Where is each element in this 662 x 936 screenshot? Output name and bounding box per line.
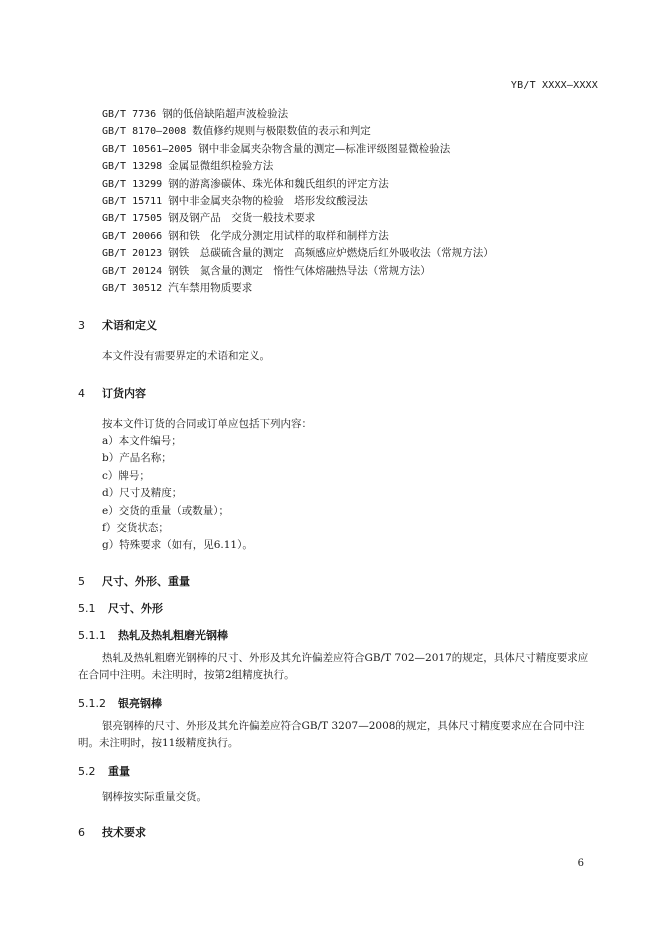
section-number: 3 <box>78 319 85 332</box>
section-title: 热轧及热轧粗磨光钢棒 <box>118 629 228 642</box>
reference-item <box>102 176 602 193</box>
reference-title: 钢及钢产品 交货一般技术要求 <box>168 212 316 225</box>
reference-code: GB/T 17505 <box>102 213 163 225</box>
reference-code: GB/T 10561—2005 <box>102 143 193 155</box>
section-5-2-heading <box>78 763 130 779</box>
list-item: a）本文件编号； <box>102 435 182 447</box>
reference-title: 钢和铁 化学成分测定用试样的取样和制样方法 <box>168 229 389 242</box>
section-4-heading <box>78 385 146 401</box>
list-item: g）特殊要求（如有，见6.11）。 <box>102 539 253 552</box>
reference-item <box>102 106 602 123</box>
normative-references-list <box>102 106 602 297</box>
section-number: 5.1.2 <box>78 697 106 710</box>
reference-title: 钢中非金属夹杂物的检验 塔形发纹酸浸法 <box>168 194 368 207</box>
list-item: d）尺寸及精度； <box>102 487 183 500</box>
reference-title: 金属显微组织检验方法 <box>168 160 274 173</box>
section-number: 5.2 <box>78 765 96 778</box>
section-5-1-2-text: 银亮钢棒的尺寸、外形及其允许偏差应符合GB/T 3207—2008的规定，具体尺寸精度要求应在合同中注明。未注明时，按11级精度执行。 <box>78 720 585 750</box>
section-title: 银亮钢棒 <box>118 697 162 710</box>
reference-code: GB/T 20123 <box>102 248 163 260</box>
reference-code: GB/T 13299 <box>102 178 163 190</box>
page-number: 6 <box>577 858 584 869</box>
reference-code: GB/T 20124 <box>102 265 163 277</box>
reference-code: GB/T 30512 <box>102 282 163 294</box>
reference-title: 钢铁 总碳硫含量的测定 高频感应炉燃烧后红外吸收法（常规方法） <box>168 247 494 260</box>
section-3-text: 本文件没有需要界定的术语和定义。 <box>102 350 270 362</box>
order-content-list <box>102 433 253 555</box>
section-title: 订货内容 <box>102 387 146 400</box>
reference-code: GB/T 15711 <box>102 195 163 207</box>
section-5-1-1-heading <box>78 627 228 643</box>
list-item: f）交货状态； <box>102 521 169 534</box>
reference-item <box>102 263 602 280</box>
reference-title: 汽车禁用物质要求 <box>168 281 253 294</box>
reference-item <box>102 158 602 175</box>
section-title: 技术要求 <box>102 826 146 839</box>
reference-item <box>102 123 602 140</box>
section-5-1-1-text: 热轧及热轧粗磨光钢棒的尺寸、外形及其允许偏差应符合GB/T 702—2017的规定，具体尺寸精度要求应在合同中注明。未注明时，按第2组精度执行。 <box>78 652 589 682</box>
section-number: 6 <box>78 826 85 839</box>
section-6-heading <box>78 824 146 840</box>
reference-item <box>102 280 602 297</box>
reference-title: 钢的游离渗碳体、珠光体和魏氏组织的评定方法 <box>168 177 389 190</box>
list-item: c）牌号； <box>102 469 150 482</box>
list-item: e）交货的重量（或数量）； <box>102 504 229 517</box>
reference-item <box>102 228 602 245</box>
reference-item <box>102 245 602 262</box>
document-code: YB/T XXXX—XXXX <box>510 80 598 91</box>
reference-title: 数值修约规则与极限数值的表示和判定 <box>192 125 371 138</box>
section-title: 重量 <box>108 765 130 778</box>
section-number: 5.1.1 <box>78 629 106 642</box>
section-title: 尺寸、外形 <box>108 602 163 615</box>
reference-title: 钢中非金属夹杂物含量的测定—标准评级图显微检验法 <box>198 142 451 155</box>
reference-item <box>102 193 602 210</box>
section-5-2-text: 钢棒按实际重量交货。 <box>102 791 207 803</box>
reference-code: GB/T 20066 <box>102 230 163 242</box>
section-5-1-2-heading <box>78 695 162 711</box>
section-3-heading <box>78 317 157 333</box>
reference-code: GB/T 8170—2008 <box>102 126 187 138</box>
reference-title: 钢的低倍缺陷超声波检验法 <box>162 108 289 120</box>
reference-code: GB/T 13298 <box>102 161 163 173</box>
section-number: 4 <box>78 387 85 400</box>
section-5-1-heading <box>78 600 163 616</box>
reference-title: 钢铁 氮含量的测定 惰性气体熔融热导法（常规方法） <box>168 264 431 277</box>
section-title: 术语和定义 <box>102 319 157 332</box>
section-title: 尺寸、外形、重量 <box>102 575 190 588</box>
section-4-intro: 按本文件订货的合同或订单应包括下列内容： <box>102 418 312 430</box>
section-5-heading <box>78 573 190 589</box>
reference-code: GB/T 7736 <box>102 109 157 120</box>
section-number: 5 <box>78 575 85 588</box>
section-number: 5.1 <box>78 602 96 615</box>
reference-item <box>102 141 602 158</box>
list-item: b）产品名称； <box>102 452 172 465</box>
reference-item <box>102 210 602 227</box>
